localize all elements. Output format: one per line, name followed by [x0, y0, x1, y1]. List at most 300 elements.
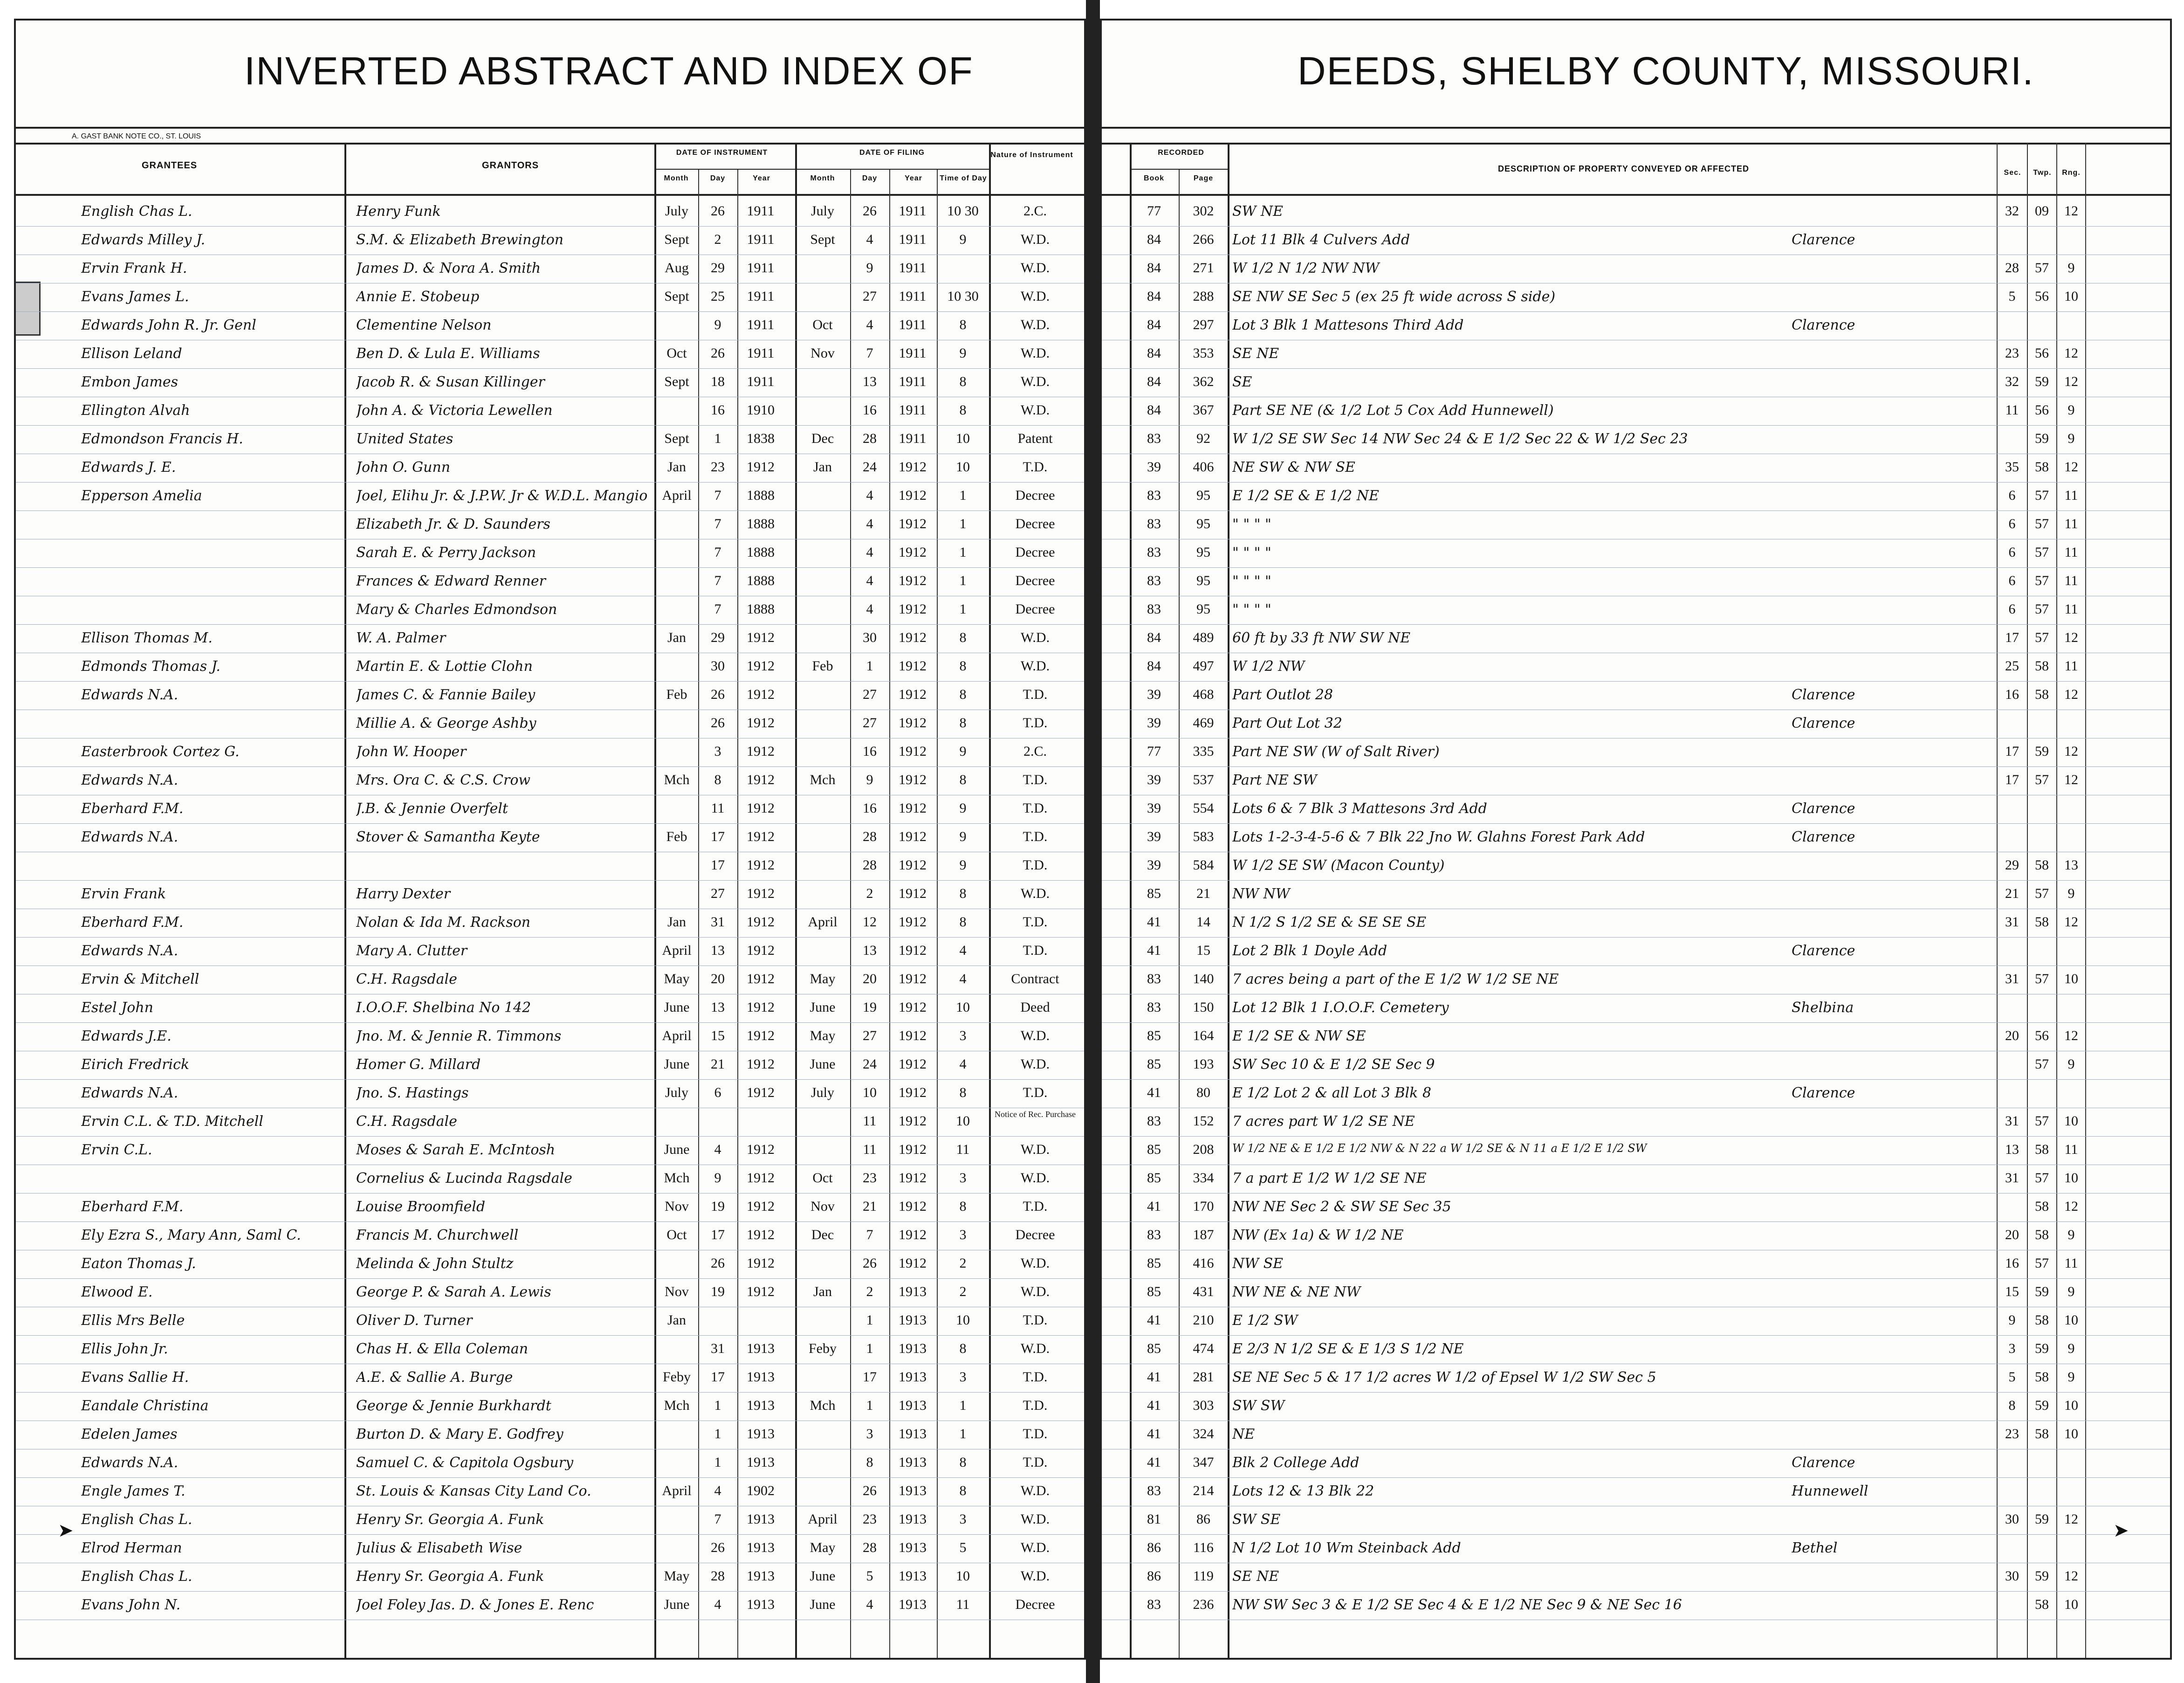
table-row — [1102, 1506, 2170, 1535]
table-row — [16, 198, 1084, 227]
grantee-cell: Edwards N.A. — [81, 943, 179, 959]
twp-cell: 59 — [2035, 374, 2049, 389]
book-cell: 41 — [1147, 1369, 1161, 1385]
filing-year-cell: 1912 — [899, 573, 927, 588]
page-cell: 170 — [1193, 1199, 1214, 1214]
grantor-cell: Nolan & Ida M. Rackson — [356, 914, 531, 931]
table-row — [16, 624, 1084, 653]
book-cell: 84 — [1147, 317, 1161, 332]
filing-day-cell: 21 — [863, 1199, 877, 1214]
book-cell: 84 — [1147, 630, 1161, 645]
description-cell: 60 ft by 33 ft NW SW NE — [1232, 630, 1411, 646]
filing-day-cell: 4 — [866, 232, 873, 247]
grantor-cell: I.O.O.F. Shelbina No 142 — [356, 1000, 531, 1016]
instrument-day-cell: 13 — [711, 1000, 725, 1015]
grantor-cell: James C. & Fannie Bailey — [356, 687, 536, 703]
nature-cell: T.D. — [1023, 772, 1048, 787]
grantee-cell: Eberhard F.M. — [81, 800, 184, 817]
grantor-cell: Chas H. & Ella Coleman — [356, 1341, 529, 1357]
filing-year-cell: 1912 — [899, 630, 927, 645]
instrument-month-cell: April — [662, 488, 692, 503]
left-page-title: INVERTED ABSTRACT AND INDEX OF — [244, 49, 974, 93]
grantee-cell: Ellis John Jr. — [81, 1341, 168, 1357]
table-row — [16, 1392, 1084, 1421]
grantor-cell: Cornelius & Lucinda Ragsdale — [356, 1170, 572, 1186]
nature-cell: T.D. — [1023, 715, 1048, 731]
instrument-month-cell: Jan — [667, 914, 686, 930]
table-row — [16, 852, 1084, 881]
table-row — [1102, 1534, 2170, 1563]
grantee-cell: Edelen James — [81, 1426, 178, 1442]
table-row — [16, 1591, 1084, 1620]
filing-time-cell: 8 — [959, 914, 967, 930]
nature-cell: W.D. — [1020, 1483, 1050, 1498]
description-cell: 7 acres part W 1/2 SE NE — [1232, 1113, 1415, 1130]
filing-year-cell: 1912 — [899, 459, 927, 475]
instrument-year-cell: 1911 — [747, 317, 775, 332]
book-cell: 84 — [1147, 345, 1161, 361]
grantor-cell: Henry Sr. Georgia A. Funk — [356, 1511, 544, 1528]
instrument-day-cell: 6 — [714, 1085, 721, 1100]
page-cell: 497 — [1193, 658, 1214, 674]
grantee-cell: Evans Sallie H. — [81, 1369, 189, 1386]
instrument-year-cell: 1913 — [747, 1369, 775, 1385]
instrument-day-cell: 29 — [711, 260, 725, 276]
table-row — [16, 738, 1084, 767]
sec-cell: 8 — [2008, 1398, 2016, 1413]
inst-month-header: Month — [664, 174, 689, 182]
filing-day-cell: 2 — [866, 1284, 873, 1299]
instrument-day-cell: 7 — [714, 1511, 721, 1527]
twp-cell: 59 — [2035, 1511, 2049, 1527]
description-cell: W 1/2 SE SW Sec 14 NW Sec 24 & E 1/2 Sec 22 & W 1/2 Sec 23 — [1232, 431, 1688, 447]
nature-cell: T.D. — [1023, 1312, 1048, 1328]
table-row — [1102, 710, 2170, 738]
grantee-cell: Ervin Frank H. — [81, 260, 187, 276]
table-row — [1102, 368, 2170, 397]
nature-cell: T.D. — [1023, 1085, 1048, 1100]
instrument-year-cell: 1912 — [747, 772, 775, 787]
grantee-cell: Estel John — [81, 1000, 153, 1016]
nature-cell: W.D. — [1020, 1170, 1050, 1186]
nature-cell: Contract — [1011, 971, 1059, 986]
sec-cell: 5 — [2008, 289, 2016, 304]
instrument-day-cell: 4 — [714, 1483, 721, 1498]
filing-time-header: Time of Day — [940, 174, 987, 182]
filing-time-cell: 5 — [959, 1540, 967, 1555]
filing-day-cell: 4 — [866, 488, 873, 503]
page-cell: 324 — [1193, 1426, 1214, 1442]
grantee-cell: English Chas L. — [81, 1568, 192, 1585]
sec-cell: 16 — [2005, 1255, 2019, 1271]
place-cell: Clarence — [1792, 800, 1855, 817]
twp-cell: 57 — [2035, 886, 2049, 901]
instrument-year-cell: 1838 — [747, 431, 775, 446]
sec-cell: 17 — [2005, 630, 2019, 645]
twp-cell: 58 — [2035, 1312, 2049, 1328]
table-row — [1102, 1165, 2170, 1193]
page-cell: 416 — [1193, 1255, 1214, 1271]
instrument-month-cell: Oct — [666, 1227, 687, 1242]
table-row — [1102, 994, 2170, 1023]
grantor-cell: Julius & Elisabeth Wise — [356, 1540, 522, 1556]
instrument-month-cell: Mch — [664, 1398, 690, 1413]
filing-day-cell: 16 — [863, 744, 877, 759]
instrument-year-cell: 1911 — [747, 345, 775, 361]
table-row — [1102, 1278, 2170, 1307]
instrument-day-cell: 31 — [711, 914, 725, 930]
filing-day-cell: 13 — [863, 943, 877, 958]
grantor-cell: Clementine Nelson — [356, 317, 492, 333]
filing-day-cell: 16 — [863, 800, 877, 816]
instrument-day-cell: 11 — [711, 800, 725, 816]
instrument-year-cell: 1912 — [747, 800, 775, 816]
filing-year-cell: 1912 — [899, 886, 927, 901]
filing-time-cell: 8 — [959, 317, 967, 332]
description-cell: E 1/2 SW — [1232, 1312, 1298, 1329]
instrument-month-cell: Sept — [664, 374, 689, 389]
instrument-year-cell: 1888 — [747, 516, 775, 531]
filing-time-cell: 1 — [959, 573, 967, 588]
instrument-day-cell: 23 — [711, 459, 725, 475]
nature-cell: W.D. — [1020, 1028, 1050, 1043]
table-row — [1102, 1193, 2170, 1222]
twp-cell: 57 — [2035, 1056, 2049, 1072]
twp-cell: 09 — [2035, 203, 2049, 219]
table-row — [16, 1477, 1084, 1506]
sec-cell: 25 — [2005, 658, 2019, 674]
instrument-month-cell: June — [664, 1000, 690, 1015]
filing-year-cell: 1912 — [899, 601, 927, 617]
date-of-filing-header: DATE OF FILING — [859, 149, 925, 157]
place-cell: Bethel — [1792, 1540, 1838, 1556]
nature-cell: W.D. — [1020, 630, 1050, 645]
sec-cell: 6 — [2008, 488, 2016, 503]
grantee-cell: Edwards N.A. — [81, 772, 179, 788]
nature-cell: Decree — [1015, 1597, 1055, 1612]
description-cell: Part Out Lot 32 — [1232, 715, 1342, 731]
nature-cell: W.D. — [1020, 1341, 1050, 1356]
book-cell: 83 — [1147, 1483, 1161, 1498]
nature-cell: Patent — [1017, 431, 1053, 446]
filing-time-cell: 8 — [959, 402, 967, 418]
description-header: DESCRIPTION OF PROPERTY CONVEYED OR AFFECTED — [1498, 164, 1750, 173]
page-cell: 271 — [1193, 260, 1214, 276]
grantor-cell: Stover & Samantha Keyte — [356, 829, 540, 845]
table-row — [1102, 766, 2170, 795]
sec-cell: 11 — [2005, 402, 2019, 418]
instrument-year-cell: 1913 — [747, 1540, 775, 1555]
page-cell: 86 — [1196, 1511, 1210, 1527]
description-cell: " " " " — [1232, 545, 1271, 561]
table-row — [1102, 852, 2170, 881]
twp-cell: 58 — [2035, 1369, 2049, 1385]
filing-time-cell: 8 — [959, 1085, 967, 1100]
filing-time-cell: 8 — [959, 1341, 967, 1356]
book-cell: 85 — [1147, 1056, 1161, 1072]
table-row — [1102, 1591, 2170, 1620]
table-row — [1102, 653, 2170, 682]
instrument-year-cell: 1913 — [747, 1597, 775, 1612]
filing-month-cell: June — [810, 1000, 836, 1015]
rng-cell: 12 — [2064, 459, 2078, 475]
page-cell: 214 — [1193, 1483, 1214, 1498]
right-top-rule — [1102, 127, 2170, 129]
filing-time-cell: 8 — [959, 886, 967, 901]
page-cell: 187 — [1193, 1227, 1214, 1242]
filing-time-cell: 4 — [959, 971, 967, 986]
description-cell: " " " " — [1232, 601, 1271, 618]
table-row — [16, 1364, 1084, 1393]
nature-cell: 2.C. — [1023, 744, 1047, 759]
table-row — [16, 795, 1084, 824]
filing-day-cell: 3 — [866, 1426, 873, 1442]
instrument-month-cell: Feb — [666, 687, 687, 702]
twp-header: Twp. — [2033, 169, 2052, 177]
nature-cell: W.D. — [1020, 374, 1050, 389]
grantor-cell: John W. Hooper — [356, 744, 467, 760]
filing-time-cell: 1 — [959, 1426, 967, 1442]
filing-month-cell: June — [810, 1568, 836, 1584]
page-cell: 140 — [1193, 971, 1214, 986]
instrument-month-cell: May — [664, 1568, 690, 1584]
place-cell: Clarence — [1792, 715, 1855, 731]
twp-cell: 58 — [2035, 857, 2049, 873]
instrument-day-cell: 1 — [714, 1426, 721, 1442]
filing-day-cell: 24 — [863, 459, 877, 475]
filing-day-cell: 27 — [863, 715, 877, 731]
description-cell: Lots 1-2-3-4-5-6 & 7 Blk 22 Jno W. Glahns Forest Park Add — [1232, 829, 1645, 845]
place-cell: Clarence — [1792, 1085, 1855, 1101]
grantee-cell: Ervin & Mitchell — [81, 971, 199, 987]
filing-time-cell: 8 — [959, 1199, 967, 1214]
instrument-year-cell: 1912 — [747, 687, 775, 702]
description-cell: Lots 6 & 7 Blk 3 Mattesons 3rd Add — [1232, 800, 1487, 817]
nature-cell: W.D. — [1020, 1142, 1050, 1157]
instrument-day-cell: 7 — [714, 573, 721, 588]
sec-cell: 32 — [2005, 374, 2019, 389]
instrument-year-cell: 1912 — [747, 1170, 775, 1186]
instrument-day-cell: 20 — [711, 971, 725, 986]
table-row — [16, 255, 1084, 283]
page-cell: 164 — [1193, 1028, 1214, 1043]
table-row — [1102, 539, 2170, 568]
rng-cell: 12 — [2064, 744, 2078, 759]
sec-cell: 6 — [2008, 516, 2016, 531]
book-cell: 39 — [1147, 857, 1161, 873]
filing-time-cell: 9 — [959, 345, 967, 361]
grantee-cell: Eberhard F.M. — [81, 1199, 184, 1215]
right-page — [1100, 19, 2172, 1660]
filing-year-cell: 1912 — [899, 545, 927, 560]
table-row — [16, 994, 1084, 1023]
filing-year-cell: 1912 — [899, 971, 927, 986]
instrument-month-cell: Sept — [664, 431, 689, 446]
instrument-day-cell: 17 — [711, 829, 725, 844]
filing-year-cell: 1913 — [899, 1483, 927, 1498]
sec-cell: 17 — [2005, 772, 2019, 787]
instrument-month-cell: Oct — [666, 345, 687, 361]
filing-day-cell: 9 — [866, 772, 873, 787]
sec-cell: 17 — [2005, 744, 2019, 759]
place-cell: Clarence — [1792, 943, 1855, 959]
twp-cell: 57 — [2035, 1113, 2049, 1129]
filing-day-cell: 7 — [866, 1227, 873, 1242]
grantee-cell: Epperson Amelia — [81, 488, 202, 504]
filing-day-cell: 28 — [863, 1540, 877, 1555]
twp-cell: 57 — [2035, 1255, 2049, 1271]
filing-day-cell: 11 — [863, 1113, 877, 1129]
rng-cell: 12 — [2064, 687, 2078, 702]
instrument-year-cell: 1912 — [747, 1000, 775, 1015]
instrument-year-cell: 1912 — [747, 1227, 775, 1242]
page-cell: 297 — [1193, 317, 1214, 332]
grantor-cell: George & Jennie Burkhardt — [356, 1398, 551, 1414]
filing-year-cell: 1911 — [899, 345, 927, 361]
table-row — [1102, 596, 2170, 625]
page-cell: 583 — [1193, 829, 1214, 844]
table-row — [16, 567, 1084, 596]
description-cell: SE — [1232, 374, 1252, 390]
instrument-month-cell: July — [665, 203, 688, 219]
filing-year-cell: 1912 — [899, 857, 927, 873]
instrument-month-cell: June — [664, 1056, 690, 1072]
book-cell: 77 — [1147, 744, 1161, 759]
filing-day-cell: 27 — [863, 1028, 877, 1043]
page-cell: 347 — [1193, 1455, 1214, 1470]
filing-time-cell: 9 — [959, 800, 967, 816]
twp-cell: 57 — [2035, 545, 2049, 560]
sec-cell: 16 — [2005, 687, 2019, 702]
printer-imprint: A. GAST BANK NOTE CO., ST. LOUIS — [72, 132, 201, 140]
description-cell: Part NE SW — [1232, 772, 1317, 788]
table-row — [16, 539, 1084, 568]
rng-cell: 12 — [2064, 914, 2078, 930]
filing-time-cell: 2 — [959, 1255, 967, 1271]
sec-cell: 23 — [2005, 345, 2019, 361]
filing-year-cell: 1912 — [899, 488, 927, 503]
table-row — [16, 909, 1084, 938]
grantors-header: GRANTORS — [482, 160, 539, 171]
table-row — [1102, 311, 2170, 340]
filing-month-cell: July — [810, 1085, 834, 1100]
rng-cell: 10 — [2064, 1398, 2078, 1413]
grantor-cell: Elizabeth Jr. & D. Saunders — [356, 516, 550, 532]
filing-time-cell: 3 — [959, 1511, 967, 1527]
grantor-cell: Ben D. & Lula E. Williams — [356, 345, 540, 362]
table-row — [1102, 198, 2170, 227]
table-row — [1102, 1051, 2170, 1080]
nature-cell: Decree — [1015, 516, 1055, 531]
rng-cell: 12 — [2064, 1568, 2078, 1584]
page-cell: 431 — [1193, 1284, 1214, 1299]
table-row — [1102, 1421, 2170, 1449]
rng-cell: 11 — [2064, 658, 2078, 674]
rng-cell: 9 — [2067, 1284, 2075, 1299]
page-cell: 468 — [1193, 687, 1214, 702]
grantor-cell: Jno. S. Hastings — [356, 1085, 469, 1101]
grantee-cell: Elwood E. — [81, 1284, 153, 1300]
filing-time-cell: 9 — [959, 744, 967, 759]
filing-time-cell: 10 — [956, 1000, 970, 1015]
twp-cell: 58 — [2035, 687, 2049, 702]
filing-time-cell: 1 — [959, 1398, 967, 1413]
filing-day-cell: 5 — [866, 1568, 873, 1584]
table-row — [16, 766, 1084, 795]
page-cell: 489 — [1193, 630, 1214, 645]
filing-time-cell: 8 — [959, 687, 967, 702]
sec-header: Sec. — [2004, 169, 2021, 177]
sec-cell: 23 — [2005, 1426, 2019, 1442]
grantor-cell: Jno. M. & Jennie R. Timmons — [356, 1028, 562, 1044]
filing-year-cell: 1912 — [899, 1056, 927, 1072]
twp-cell: 58 — [2035, 1597, 2049, 1612]
filing-time-cell: 2 — [959, 1284, 967, 1299]
twp-cell: 59 — [2035, 1341, 2049, 1356]
filing-month-cell: April — [808, 1511, 838, 1527]
filing-year-cell: 1913 — [899, 1369, 927, 1385]
filing-month-cell: Jan — [813, 1284, 832, 1299]
filing-time-cell: 3 — [959, 1227, 967, 1242]
instrument-month-cell: May — [664, 971, 690, 986]
table-row — [1102, 1563, 2170, 1592]
instrument-year-cell: 1912 — [747, 1255, 775, 1271]
grantor-cell: S.M. & Elizabeth Brewington — [356, 232, 564, 248]
page-cell: 537 — [1193, 772, 1214, 787]
grantor-cell: Moses & Sarah E. McIntosh — [356, 1142, 556, 1158]
grantee-cell: Ellis Mrs Belle — [81, 1312, 185, 1329]
filing-time-cell: 3 — [959, 1028, 967, 1043]
instrument-day-cell: 26 — [711, 687, 725, 702]
filing-year-cell: 1911 — [899, 374, 927, 389]
grantor-cell: Annie E. Stobeup — [356, 289, 480, 305]
table-row — [16, 226, 1084, 255]
rng-cell: 9 — [2067, 1369, 2075, 1385]
page-cell: 150 — [1193, 1000, 1214, 1015]
filing-day-cell: 28 — [863, 829, 877, 844]
filing-year-header: Year — [905, 174, 922, 182]
rng-cell: 9 — [2067, 431, 2075, 446]
rng-cell: 12 — [2064, 630, 2078, 645]
page-header: Page — [1193, 174, 1214, 182]
grantor-cell: John O. Gunn — [356, 459, 451, 476]
nature-cell: W.D. — [1020, 1284, 1050, 1299]
description-cell: E 2/3 N 1/2 SE & E 1/3 S 1/2 NE — [1232, 1341, 1464, 1357]
filing-time-cell: 3 — [959, 1170, 967, 1186]
filing-month-cell: Jan — [813, 459, 832, 475]
instrument-year-cell: 1913 — [747, 1568, 775, 1584]
instrument-month-cell: Sept — [664, 289, 689, 304]
sec-cell: 15 — [2005, 1284, 2019, 1299]
filing-time-cell: 10 30 — [947, 203, 979, 219]
table-row — [16, 880, 1084, 909]
instrument-day-cell: 4 — [714, 1597, 721, 1612]
pointer-mark-icon: ➤ — [58, 1520, 74, 1541]
sec-cell: 28 — [2005, 260, 2019, 276]
filing-month-cell: April — [808, 914, 838, 930]
left-page — [14, 19, 1086, 1660]
sec-cell: 20 — [2005, 1227, 2019, 1242]
filing-year-cell: 1912 — [899, 1227, 927, 1242]
nature-cell: Notice of Rec. Purchase — [995, 1110, 1076, 1119]
sec-cell: 5 — [2008, 1369, 2016, 1385]
book-cell: 39 — [1147, 829, 1161, 844]
nature-cell: T.D. — [1023, 1199, 1048, 1214]
rng-cell: 11 — [2064, 516, 2078, 531]
twp-cell: 59 — [2035, 1568, 2049, 1584]
filing-year-cell: 1913 — [899, 1455, 927, 1470]
nature-cell: W.D. — [1020, 1540, 1050, 1555]
